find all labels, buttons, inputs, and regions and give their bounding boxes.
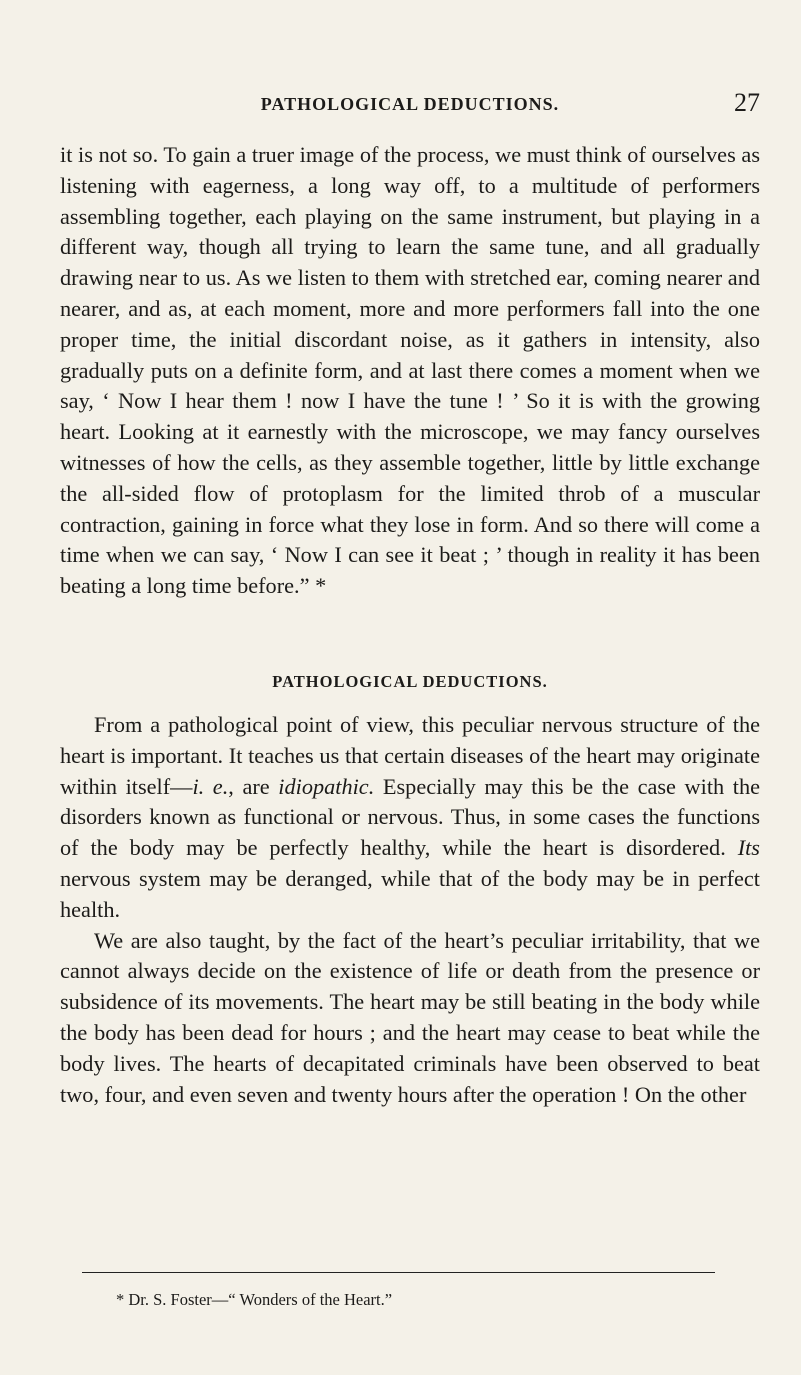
paragraph-1: it is not so. To gain a truer image of the process, we must think of ourselves as listening with eagerness, a long way off, to a multitude of performers assembling together, each playing on the same instrument, but playing in a different way, though all trying to learn the same tune, and all gradually drawing near to us. As we listen to them with stretched ear, coming nearer and nearer, and as, at each moment, more and more performers fall into the one proper time, the initial discordant noise, as it gathers in intensity, also gradually puts on a definite form, and at last there comes a moment when we say, ‘ Now I hear them ! now I have the tune ! ’ So it is with the growing heart. Looking at it earnestly with the microscope, we may fancy ourselves witnesses of how the cells, as they assemble together, little by little exchange the all-sided flow of protoplasm for the limited throb of a muscular contraction, gaining in force what they lose in form. And so there will come a time when we can say, ‘ Now I can see it beat ; ’ though in reality it has been beating a long time before.” * [60,142,760,599]
footnote-rule [82,1272,715,1273]
page-number: 27 [734,88,760,117]
paragraph-2-part-3: Especially may this be the case with the disorders known as functional or nervous. Thus, in some cases the functions of the body may be perfectly healthy, while the heart is disordered. [60,773,760,861]
idiopathic-term: idiopathic. [278,773,375,799]
its-emphasis: Its [737,835,760,861]
paragraph-3: We are also taught, by the fact of the heart’s peculiar irritability, that we cannot always decide on the existence of life or death from the presence or subsidence of its movements. The heart may be still beating in the body while the body has been dead for hours ; and the heart may cease to beat while the body lives. The hearts of decapitated criminals have been observed to beat two, four, and even seven and twenty hours after the operation ! On the other [60,927,760,1107]
paragraph-2 [60,710,760,926]
footnote: * Dr. S. Foster—“ Wonders of the Heart.” [116,1290,393,1309]
paragraph-2-part-4: nervous system may be deranged, while that of the body may be in perfect health. [60,865,760,922]
paragraph-2-part-1: From a pathological point of view, this peculiar nervous structure of the heart is important. It teaches us that certain diseases of the heart may originate within itself— [60,712,760,799]
running-head [60,88,760,122]
section-heading: PATHOLOGICAL DEDUCTIONS. [272,672,548,691]
paragraph-2-part-2: , are [228,773,279,799]
section-body [60,710,760,1110]
ie-abbrev: i. e. [192,773,229,799]
running-title: PATHOLOGICAL DEDUCTIONS. [260,94,560,114]
paragraph-continued [60,140,760,602]
